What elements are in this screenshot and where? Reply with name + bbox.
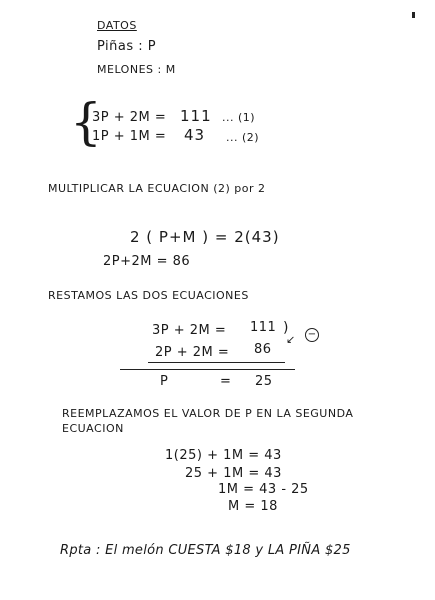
step2-row3-left: P	[160, 374, 169, 389]
system-eq2-tag: ... (2)	[226, 131, 260, 144]
step2-row3-eq: =	[220, 374, 232, 389]
bracket-icon: )	[283, 320, 289, 336]
system-eq1-tag: ... (1)	[222, 111, 256, 124]
system-eq2-value: 43	[184, 126, 206, 144]
step3-line2: 25 + 1M = 43	[185, 466, 282, 481]
minus-circle-icon: −	[305, 328, 319, 342]
answer-text: Rpta : El melón CUESTA $18 y LA PIÑA $25	[60, 543, 351, 558]
arrow-icon: ↙	[286, 333, 296, 346]
step3-line3: 1M = 43 - 25	[218, 482, 309, 497]
corner-mark	[412, 12, 415, 18]
step1-line1: 2 ( P+M ) = 2(43)	[130, 228, 280, 246]
datos-title: DATOS	[97, 19, 137, 32]
step2-row1-value: 111	[250, 320, 277, 335]
step2-row2-value: 86	[254, 342, 272, 357]
system-eq2: 1P + 1M =	[92, 129, 167, 144]
step3-line4: M = 18	[228, 499, 278, 514]
system-brace: {	[70, 93, 102, 151]
step3-instruction-line2: ECUACION	[62, 422, 124, 435]
system-eq1-value: 111	[180, 107, 212, 125]
step2-instruction: RESTAMOS LAS DOS ECUACIONES	[48, 289, 249, 302]
subtraction-line	[148, 362, 285, 363]
step2-row2-left: 2P + 2M =	[155, 345, 230, 360]
step3-line1: 1(25) + 1M = 43	[165, 448, 282, 463]
step3-instruction-line1: REEMPLAZAMOS EL VALOR DE P EN LA SEGUNDA	[62, 407, 354, 420]
datos-pinas: Piñas : P	[97, 39, 157, 54]
result-line	[120, 369, 295, 370]
step2-row3-value: 25	[255, 374, 273, 389]
step1-instruction: MULTIPLICAR LA ECUACION (2) por 2	[48, 182, 266, 195]
system-eq1: 3P + 2M =	[92, 110, 167, 125]
step1-line2: 2P+2M = 86	[103, 254, 191, 269]
step2-row1-left: 3P + 2M =	[152, 323, 227, 338]
datos-melones: MELONES : M	[97, 63, 176, 76]
